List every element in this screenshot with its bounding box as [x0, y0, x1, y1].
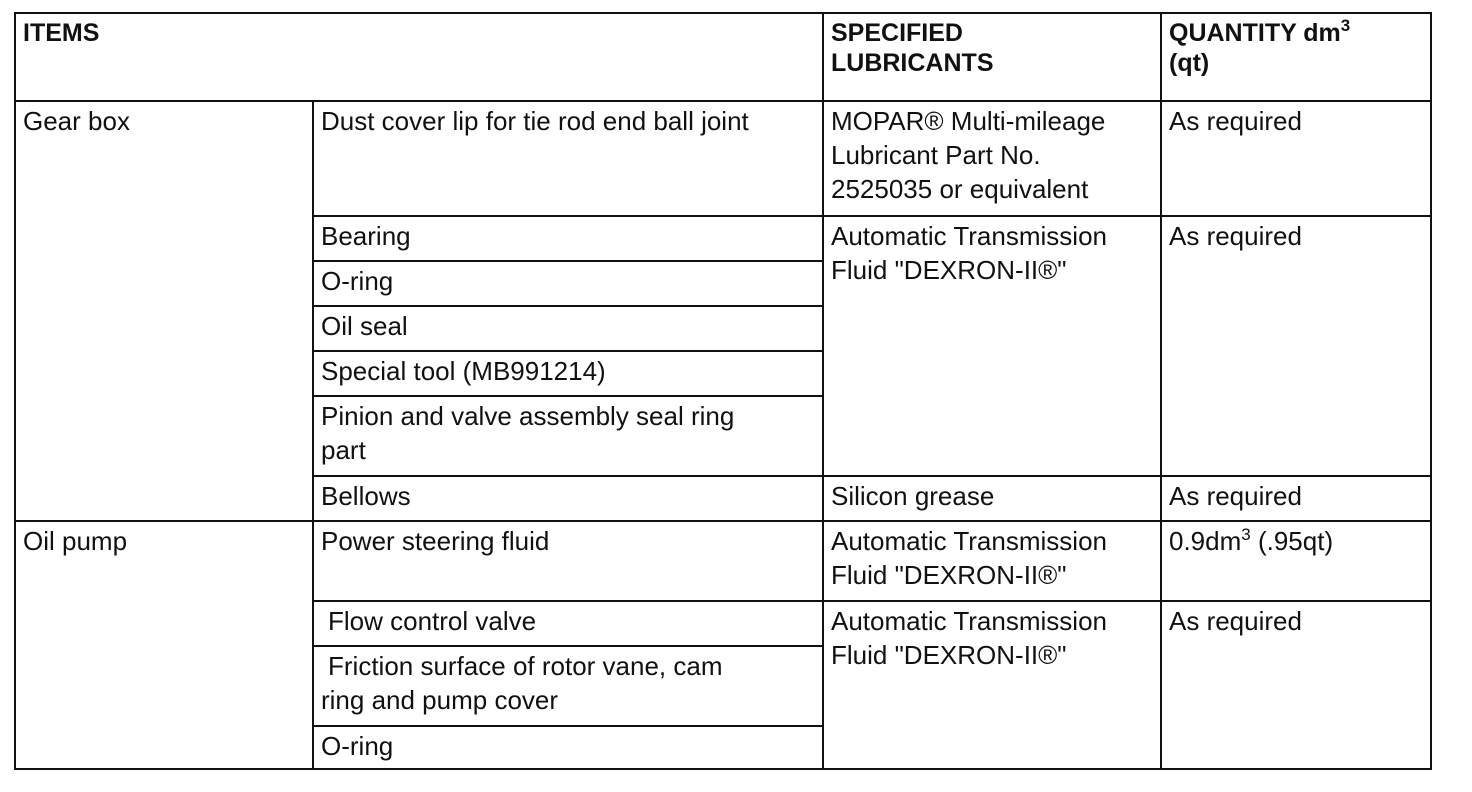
part-bellows: Bellows: [313, 476, 823, 521]
part-ps-fluid: Power steering fluid: [313, 521, 823, 601]
quantity-header: QUANTITY $dm^3$ (qt): [1161, 13, 1431, 101]
part-pinion-valve: Pinion and valve assembly seal ring part: [313, 396, 823, 476]
lubricant-mopar: MOPAR® Multi-mileage Lubricant Part No. 2525035 or equivalent: [823, 101, 1161, 216]
part-special-tool: Special tool (MB991214): [313, 351, 823, 396]
header-row: [15, 13, 1431, 101]
lubricant-atf: Automatic Transmission Fluid "DEXRON-II®": [823, 216, 1161, 476]
quantity-ps-fluid: $0.9dm^3$ (.95qt): [1161, 521, 1431, 601]
gear-box-label: Gear box: [15, 101, 313, 521]
lubricants-header: SPECIFIED LUBRICANTS: [823, 13, 1161, 101]
part-friction-surface: Friction surface of rotor vane, cam ring and pump cover: [313, 646, 823, 726]
table-row: [15, 521, 1431, 601]
lubricants-table: [14, 12, 1432, 770]
lubricant-silicon: Silicon grease: [823, 476, 1161, 521]
quantity-atf-pump: As required: [1161, 601, 1431, 769]
part-flow-control: Flow control valve: [313, 601, 823, 646]
items-header: ITEMS: [15, 13, 823, 101]
lubricant-ps-fluid: Automatic Transmission Fluid "DEXRON-II®": [823, 521, 1161, 601]
quantity-silicon: As required: [1161, 476, 1431, 521]
table-row: [15, 101, 1431, 216]
part-bearing: Bearing: [313, 216, 823, 261]
part-o-ring: O-ring: [313, 261, 823, 306]
quantity-mopar: As required: [1161, 101, 1431, 216]
part-o-ring-pump: O-ring: [313, 726, 823, 769]
oil-pump-label: Oil pump: [15, 521, 313, 769]
quantity-atf: As required: [1161, 216, 1431, 476]
part-dust-cover: Dust cover lip for tie rod end ball joint: [313, 101, 823, 216]
part-oil-seal: Oil seal: [313, 306, 823, 351]
lubricant-atf-pump: Automatic Transmission Fluid "DEXRON-II®": [823, 601, 1161, 769]
